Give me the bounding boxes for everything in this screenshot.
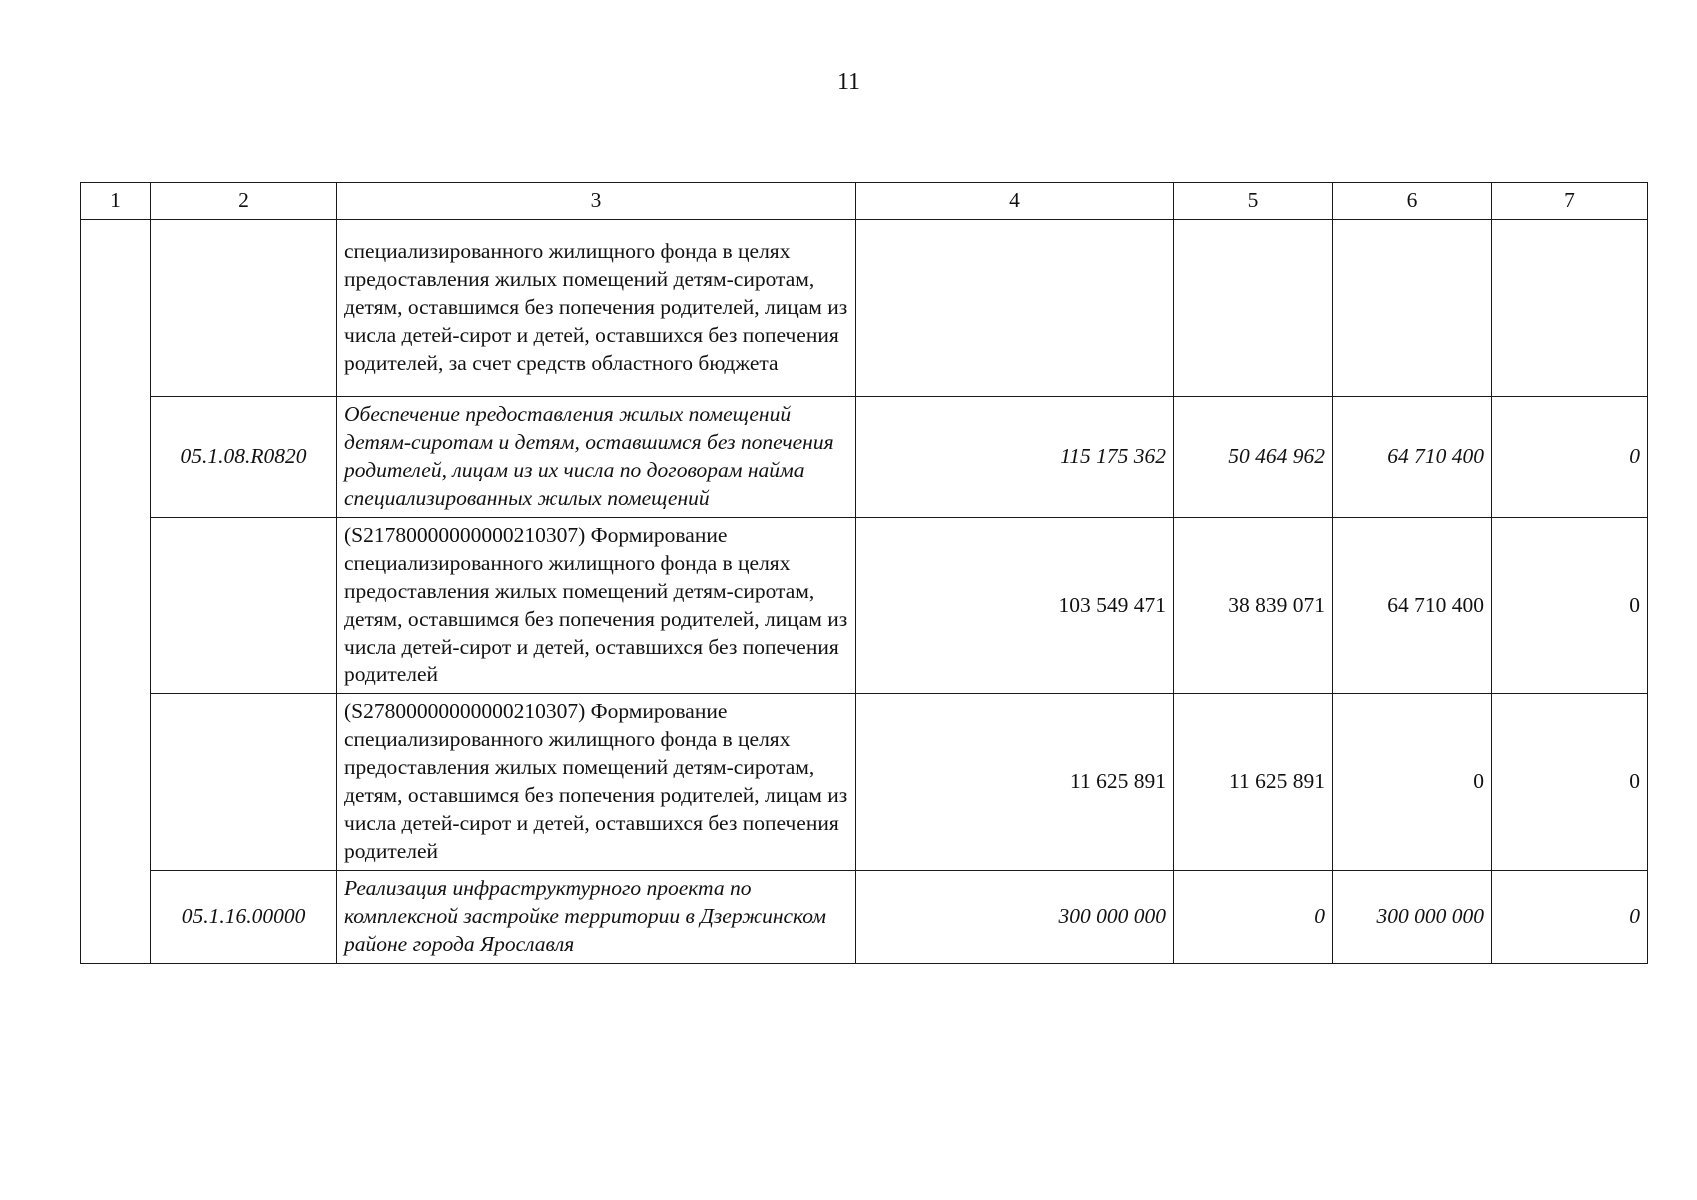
- column-header: 3: [337, 183, 856, 220]
- table-row: [81, 517, 1648, 694]
- value-cell-7: 0: [1492, 517, 1648, 694]
- value-cell-7: 0: [1492, 871, 1648, 964]
- value-cell-5: 50 464 962: [1174, 397, 1333, 518]
- value-cell-4: 11 625 891: [856, 694, 1174, 871]
- column-header: 6: [1333, 183, 1492, 220]
- name-cell: (S27800000000000210307) Формирование специализированного жилищного фонда в целях предоставления жилых помещений детям-сиротам, детям, оставшимся без попечения родителей, лицам из числа детей-сирот и детей, оставшихся без попечения родителей: [337, 694, 856, 871]
- value-cell-4: [856, 220, 1174, 397]
- value-cell-5: 38 839 071: [1174, 517, 1333, 694]
- code-cell: [151, 517, 337, 694]
- value-cell-4: 115 175 362: [856, 397, 1174, 518]
- column-header: 4: [856, 183, 1174, 220]
- column-header: 5: [1174, 183, 1333, 220]
- value-cell-4: 103 549 471: [856, 517, 1174, 694]
- table-row: [81, 397, 1648, 518]
- name-cell: (S21780000000000210307) Формирование специализированного жилищного фонда в целях предоставления жилых помещений детям-сиротам, детям, оставшимся без попечения родителей, лицам из числа детей-сирот и детей, оставшихся без попечения родителей: [337, 517, 856, 694]
- budget-table: [80, 182, 1648, 964]
- column-header: 7: [1492, 183, 1648, 220]
- code-cell: 05.1.16.00000: [151, 871, 337, 964]
- code-cell: [151, 694, 337, 871]
- value-cell-6: 300 000 000: [1333, 871, 1492, 964]
- name-cell: Обеспечение предоставления жилых помещений детям-сиротам и детям, оставшимся без попечения родителей, лицам из их числа по договорам найма специализированных жилых помещений: [337, 397, 856, 518]
- code-cell: [151, 220, 337, 397]
- value-cell-6: 64 710 400: [1333, 397, 1492, 518]
- code-cell: 05.1.08.R0820: [151, 397, 337, 518]
- row-number-cell: [81, 220, 151, 964]
- name-cell: специализированного жилищного фонда в целях предоставления жилых помещений детям-сиротам, детям, оставшимся без попечения родителей, лицам из числа детей-сирот и детей, оставшихся без попечения родителей, за счет средств областного бюджета: [337, 220, 856, 397]
- value-cell-7: 0: [1492, 694, 1648, 871]
- table-row: [81, 871, 1648, 964]
- page-number: 11: [836, 69, 861, 95]
- value-cell-6: 0: [1333, 694, 1492, 871]
- column-header: 1: [81, 183, 151, 220]
- table-row: [81, 220, 1648, 397]
- value-cell-6: 64 710 400: [1333, 517, 1492, 694]
- value-cell-5: 11 625 891: [1174, 694, 1333, 871]
- table-row: [81, 694, 1648, 871]
- value-cell-5: 0: [1174, 871, 1333, 964]
- value-cell-6: [1333, 220, 1492, 397]
- value-cell-4: 300 000 000: [856, 871, 1174, 964]
- value-cell-7: 0: [1492, 397, 1648, 518]
- value-cell-7: [1492, 220, 1648, 397]
- column-header: 2: [151, 183, 337, 220]
- header-row: [81, 183, 1648, 220]
- name-cell: Реализация инфраструктурного проекта по комплексной застройке территории в Дзержинском районе города Ярославля: [337, 871, 856, 964]
- value-cell-5: [1174, 220, 1333, 397]
